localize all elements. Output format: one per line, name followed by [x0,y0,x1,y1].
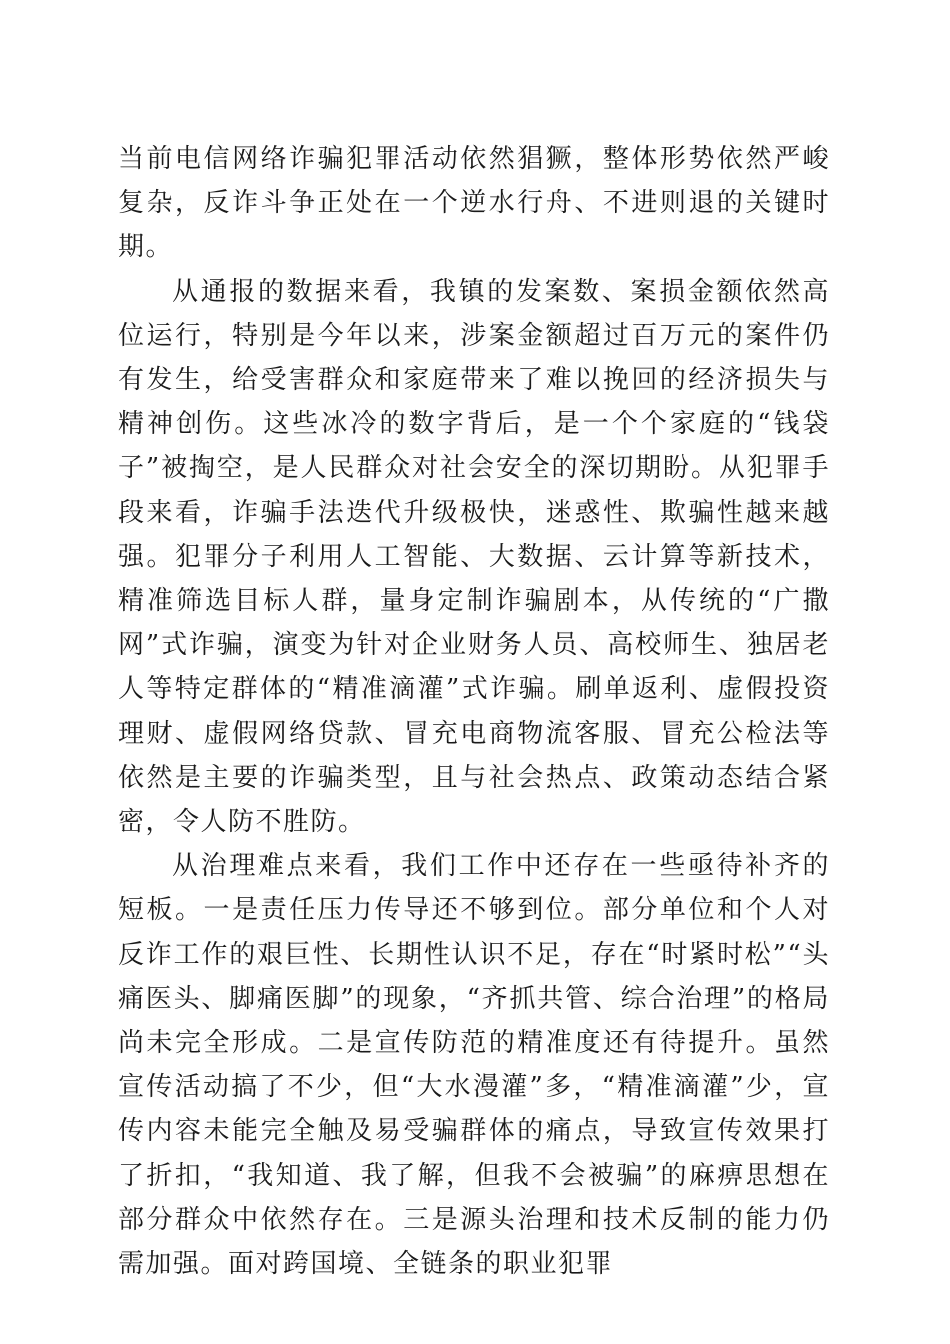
paragraph-data-analysis: 从通报的数据来看，我镇的发案数、案损金额依然高位运行，特别是今年以来，涉案金额超过百万元的案件仍有发生，给受害群众和家庭带来了难以挽回的经济损失与精神创伤。这些冰冷的数字背后，是一个个家庭的“钱袋子”被掏空，是人民群众对社会安全的深切期盼。从犯罪手段来看，诈骗手法迭代升级极快，迷惑性、欺骗性越来越强。犯罪分子利用人工智能、大数据、云计算等新技术，精准筛选目标人群，量身定制诈骗剧本，从传统的“广撒网”式诈骗，演变为针对企业财务人员、高校师生、独居老人等特定群体的“精准滴灌”式诈骗。刷单返利、虚假投资理财、虚假网络贷款、冒充电商物流客服、冒充公检法等依然是主要的诈骗类型，且与社会热点、政策动态结合紧密，令人防不胜防。 [118,276,830,838]
paragraph-intro: 当前电信网络诈骗犯罪活动依然猖獗，整体形势依然严峻复杂，反诈斗争正处在一个逆水行舟、不进则退的关键时期。 [118,144,830,263]
paragraph-governance-difficulties: 从治理难点来看，我们工作中还存在一些亟待补齐的短板。一是责任压力传导还不够到位。部分单位和个人对反诈工作的艰巨性、长期性认识不足，存在“时紧时松”“头痛医头、脚痛医脚”的现象，“齐抓共管、综合治理”的格局尚未完全形成。二是宣传防范的精准度还有待提升。虽然宣传活动搞了不少，但“大水漫灌”多，“精准滴灌”少，宣传内容未能完全触及易受骗群体的痛点，导致宣传效果打了折扣，“我知道、我了解，但我不会被骗”的麻痹思想在部分群众中依然存在。三是源头治理和技术反制的能力仍需加强。面对跨国境、全链条的职业犯罪 [118,851,830,1280]
document-body [118,137,830,1286]
